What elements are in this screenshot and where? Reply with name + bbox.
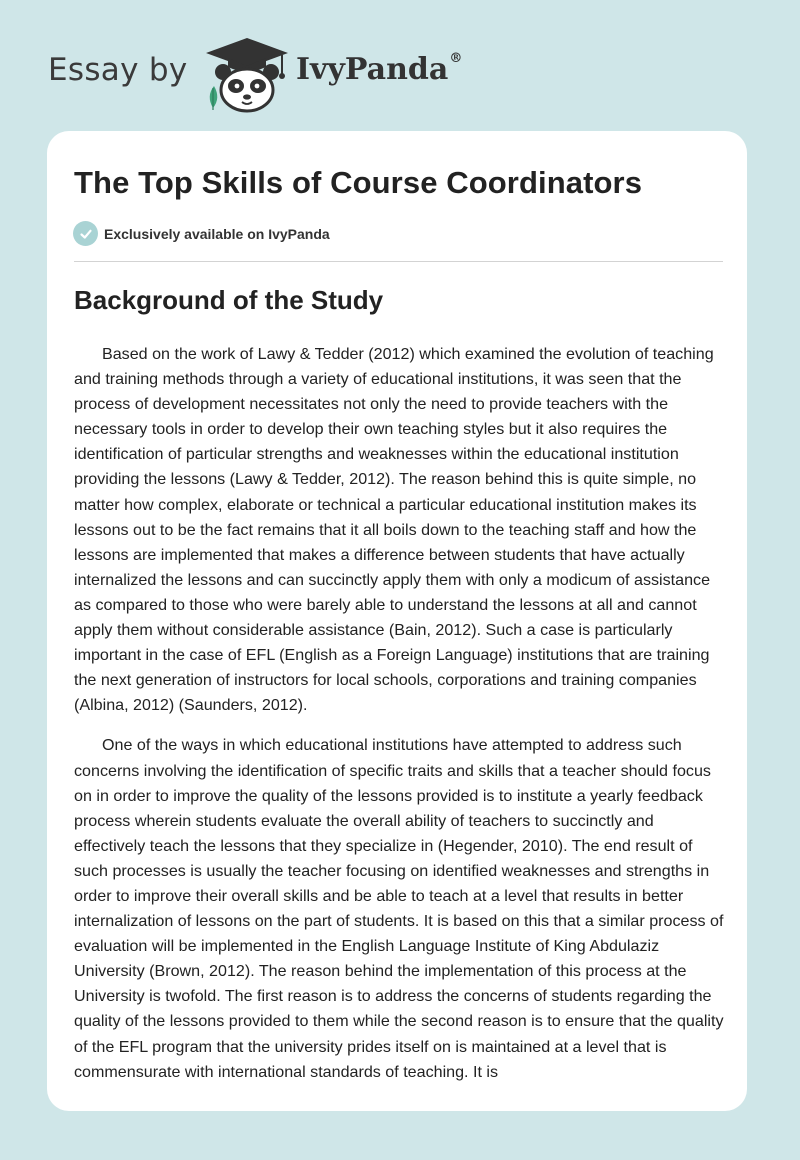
section-heading: Background of the Study — [74, 285, 384, 315]
panda-graduate-icon — [204, 36, 290, 114]
exclusive-badge — [73, 221, 330, 246]
logo-brand-text: IvyPanda® — [296, 51, 463, 87]
paragraph: One of the ways in which educational institutions have attempted to address such concerns involving the identification of specific traits and skills that a teacher should focus on in order to improve the quality of the lessons provided is to institute a yearly feedback process wherein students evaluate the overall ability of teachers to succinctly and effectively teach the lessons that they specialize in (Hegender, 2010). The end result of such processes is usually the teacher focusing on identified weaknesses and strengths in order to improve their overall skills and be able to teach at a level that results in better internalization of lessons on the part of students. It is based on this that a similar process of evaluation will be implemented in the English Language Institute of King Abdulaziz University (Brown, 2012). The reason behind the implementation of this process at the University is twofold. The first reason is to address the concerns of students regarding the quality of the lessons provided to them while the second reason is to ensure that the quality of the EFL program that the university prides itself on is maintained at a level that is commensurate with international standards of teaching. It is — [74, 736, 724, 1081]
check-icon — [73, 221, 98, 246]
exclusive-label: Exclusively available on IvyPanda — [104, 225, 330, 242]
essay-title: The Top Skills of Course Coordinators — [74, 165, 643, 200]
site-logo[interactable] — [48, 30, 528, 110]
logo-prefix-text: Essay by — [48, 52, 188, 88]
essay-card — [47, 131, 747, 1111]
paragraph: Based on the work of Lawy & Tedder (2012) which examined the evolution of teaching and training methods through a variety of educational institutions, it was seen that the process of development necessitates not only the need to provide teachers with the necessary tools in order to develop their own teaching styles but it also requires the identification of particular strengths and weaknesses within the educational institution providing the lessons (Lawy & Tedder, 2012). The reason behind this is quite simple, no matter how complex, elaborate or technical a particular educational institution makes its lessons out to be the fact remains that it all boils down to the teaching staff and how the lessons are implemented that makes a difference between students that have actually internalized the lessons and can succinctly apply them with only a modicum of assistance as compared to those who were barely able to understand the lessons at all and cannot apply them without considerable assistance (Bain, 2012). Such a case is particularly important in the case of EFL (English as a Foreign Language) institutions that are training the next generation of instructors for local schools, corporations and training companies (Albina, 2012) (Saunders, 2012). — [74, 345, 714, 715]
essay-body — [74, 342, 726, 1100]
title-divider — [74, 261, 723, 262]
